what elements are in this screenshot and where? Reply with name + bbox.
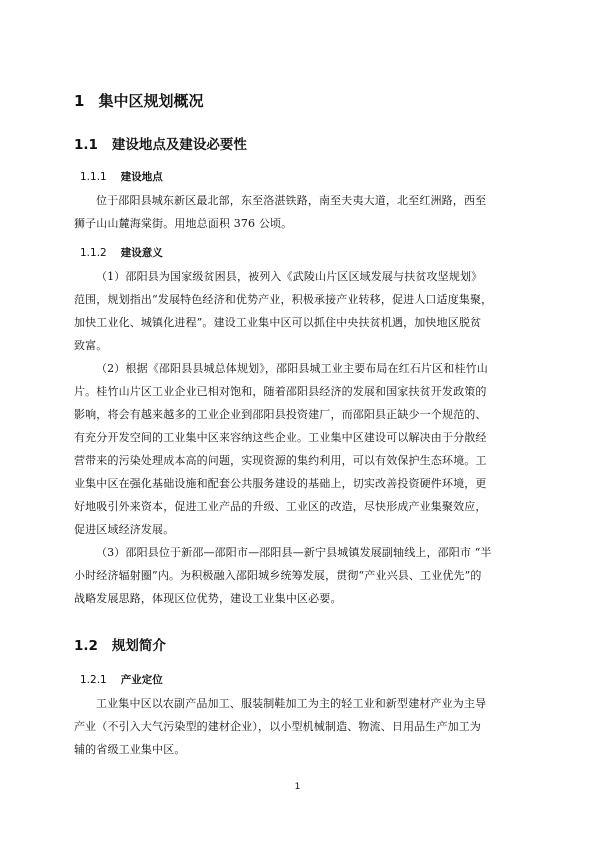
text-line: 营带来的污染处理成本高的问题，实现资源的集约利用，可以有效保护生态环境。工 [74, 454, 487, 467]
text-line: 小时经济辐射圈”内。为积极融入邵阳城乡统筹发展，贯彻“产业兴县、工业优先”的 [74, 569, 482, 582]
text-line: 加快工业化、城镇化进程”。建设工业集中区可以抓住中央扶贫机遇，加快地区脱贫 [74, 316, 482, 329]
page-number: 1 [294, 782, 301, 792]
text-line: 片。桂竹山片区工业企业已相对饱和，随着邵阳县经济的发展和国家扶贫开发政策的 [74, 385, 487, 398]
section-heading-1-2 [74, 634, 166, 654]
paragraph-significance-3 [74, 541, 524, 610]
text-line: 位于邵阳县城东新区最北部，东至洛湛铁路，南至夫夷大道，北至红洲路，西至 [96, 194, 487, 207]
section-title: 规划简介 [111, 638, 166, 654]
section-number: 1.2 [74, 638, 98, 654]
subsection-title: 建设意义 [120, 247, 163, 259]
text-line: 影响，将会有越来越多的工业企业到邵阳县投资建厂，而邵阳县正缺少一个规范的、 [74, 408, 487, 421]
chapter-heading [74, 90, 203, 111]
section-heading-1-1 [74, 133, 247, 153]
paragraph-significance-2 [74, 357, 524, 541]
subsection-title: 产业定位 [120, 674, 163, 686]
text-line: 狮子山山麓海棠街。用地总面积 376 公顷。 [74, 217, 293, 230]
text-line: （3）邵阳县位于新邵—邵阳市—邵阳县—新宁县城镇发展副轴线上，邵阳市 “半 [96, 546, 492, 559]
paragraph-location [74, 189, 524, 235]
text-line: 产业（不引入大气污染型的建材企业），以小型机械制造、物流、日用品生产加工为 [74, 720, 482, 733]
text-line: 致富。 [74, 339, 108, 352]
subsection-number: 1.1.2 [80, 247, 107, 259]
text-line: 战略发展思路，体现区位优势，建设工业集中区必要。 [74, 592, 342, 605]
text-line: 范围，规划指出“发展特色经济和优势产业，积极承接产业转移，促进人口适度集聚， [74, 293, 493, 306]
text-line: 促进区域经济发展。 [74, 523, 175, 536]
chapter-title: 集中区规划概况 [98, 92, 204, 110]
subsection-number: 1.2.1 [80, 674, 107, 686]
subsection-heading-1-2-1 [80, 672, 163, 687]
subsection-title: 建设地点 [120, 171, 163, 183]
text-line: 好地吸引外来资本，促进工业产品的升级、工业区的改造，尽快形成产业集聚效应， [74, 500, 487, 513]
text-line: 有充分开发空间的工业集中区来容纳这些企业。工业集中区建设可以解决由于分散经 [74, 431, 487, 444]
subsection-heading-1-1-2 [80, 245, 163, 260]
text-line: 业集中区在强化基础设施和配套公共服务建设的基础上，切实改善投资硬件环境，更 [74, 477, 487, 490]
subsection-heading-1-1-1 [80, 169, 163, 184]
subsection-number: 1.1.1 [80, 171, 107, 183]
paragraph-positioning [74, 692, 524, 761]
paragraph-significance-1 [74, 265, 524, 357]
text-line: 辅的省级工业集中区。 [74, 743, 186, 756]
text-line: 工业集中区以农副产品加工、服装制鞋加工为主的轻工业和新型建材产业为主导 [96, 697, 487, 710]
section-title: 建设地点及建设必要性 [111, 137, 247, 153]
text-line: （1）邵阳县为国家级贫困县，被列入《武陵山片区区域发展与扶贫攻坚规划》 [96, 270, 483, 283]
text-line: （2）根据《邵阳县县城总体规划》，邵阳县城工业主要布局在红石片区和桂竹山 [96, 362, 488, 375]
section-number: 1.1 [74, 137, 98, 153]
chapter-number: 1 [74, 92, 85, 110]
